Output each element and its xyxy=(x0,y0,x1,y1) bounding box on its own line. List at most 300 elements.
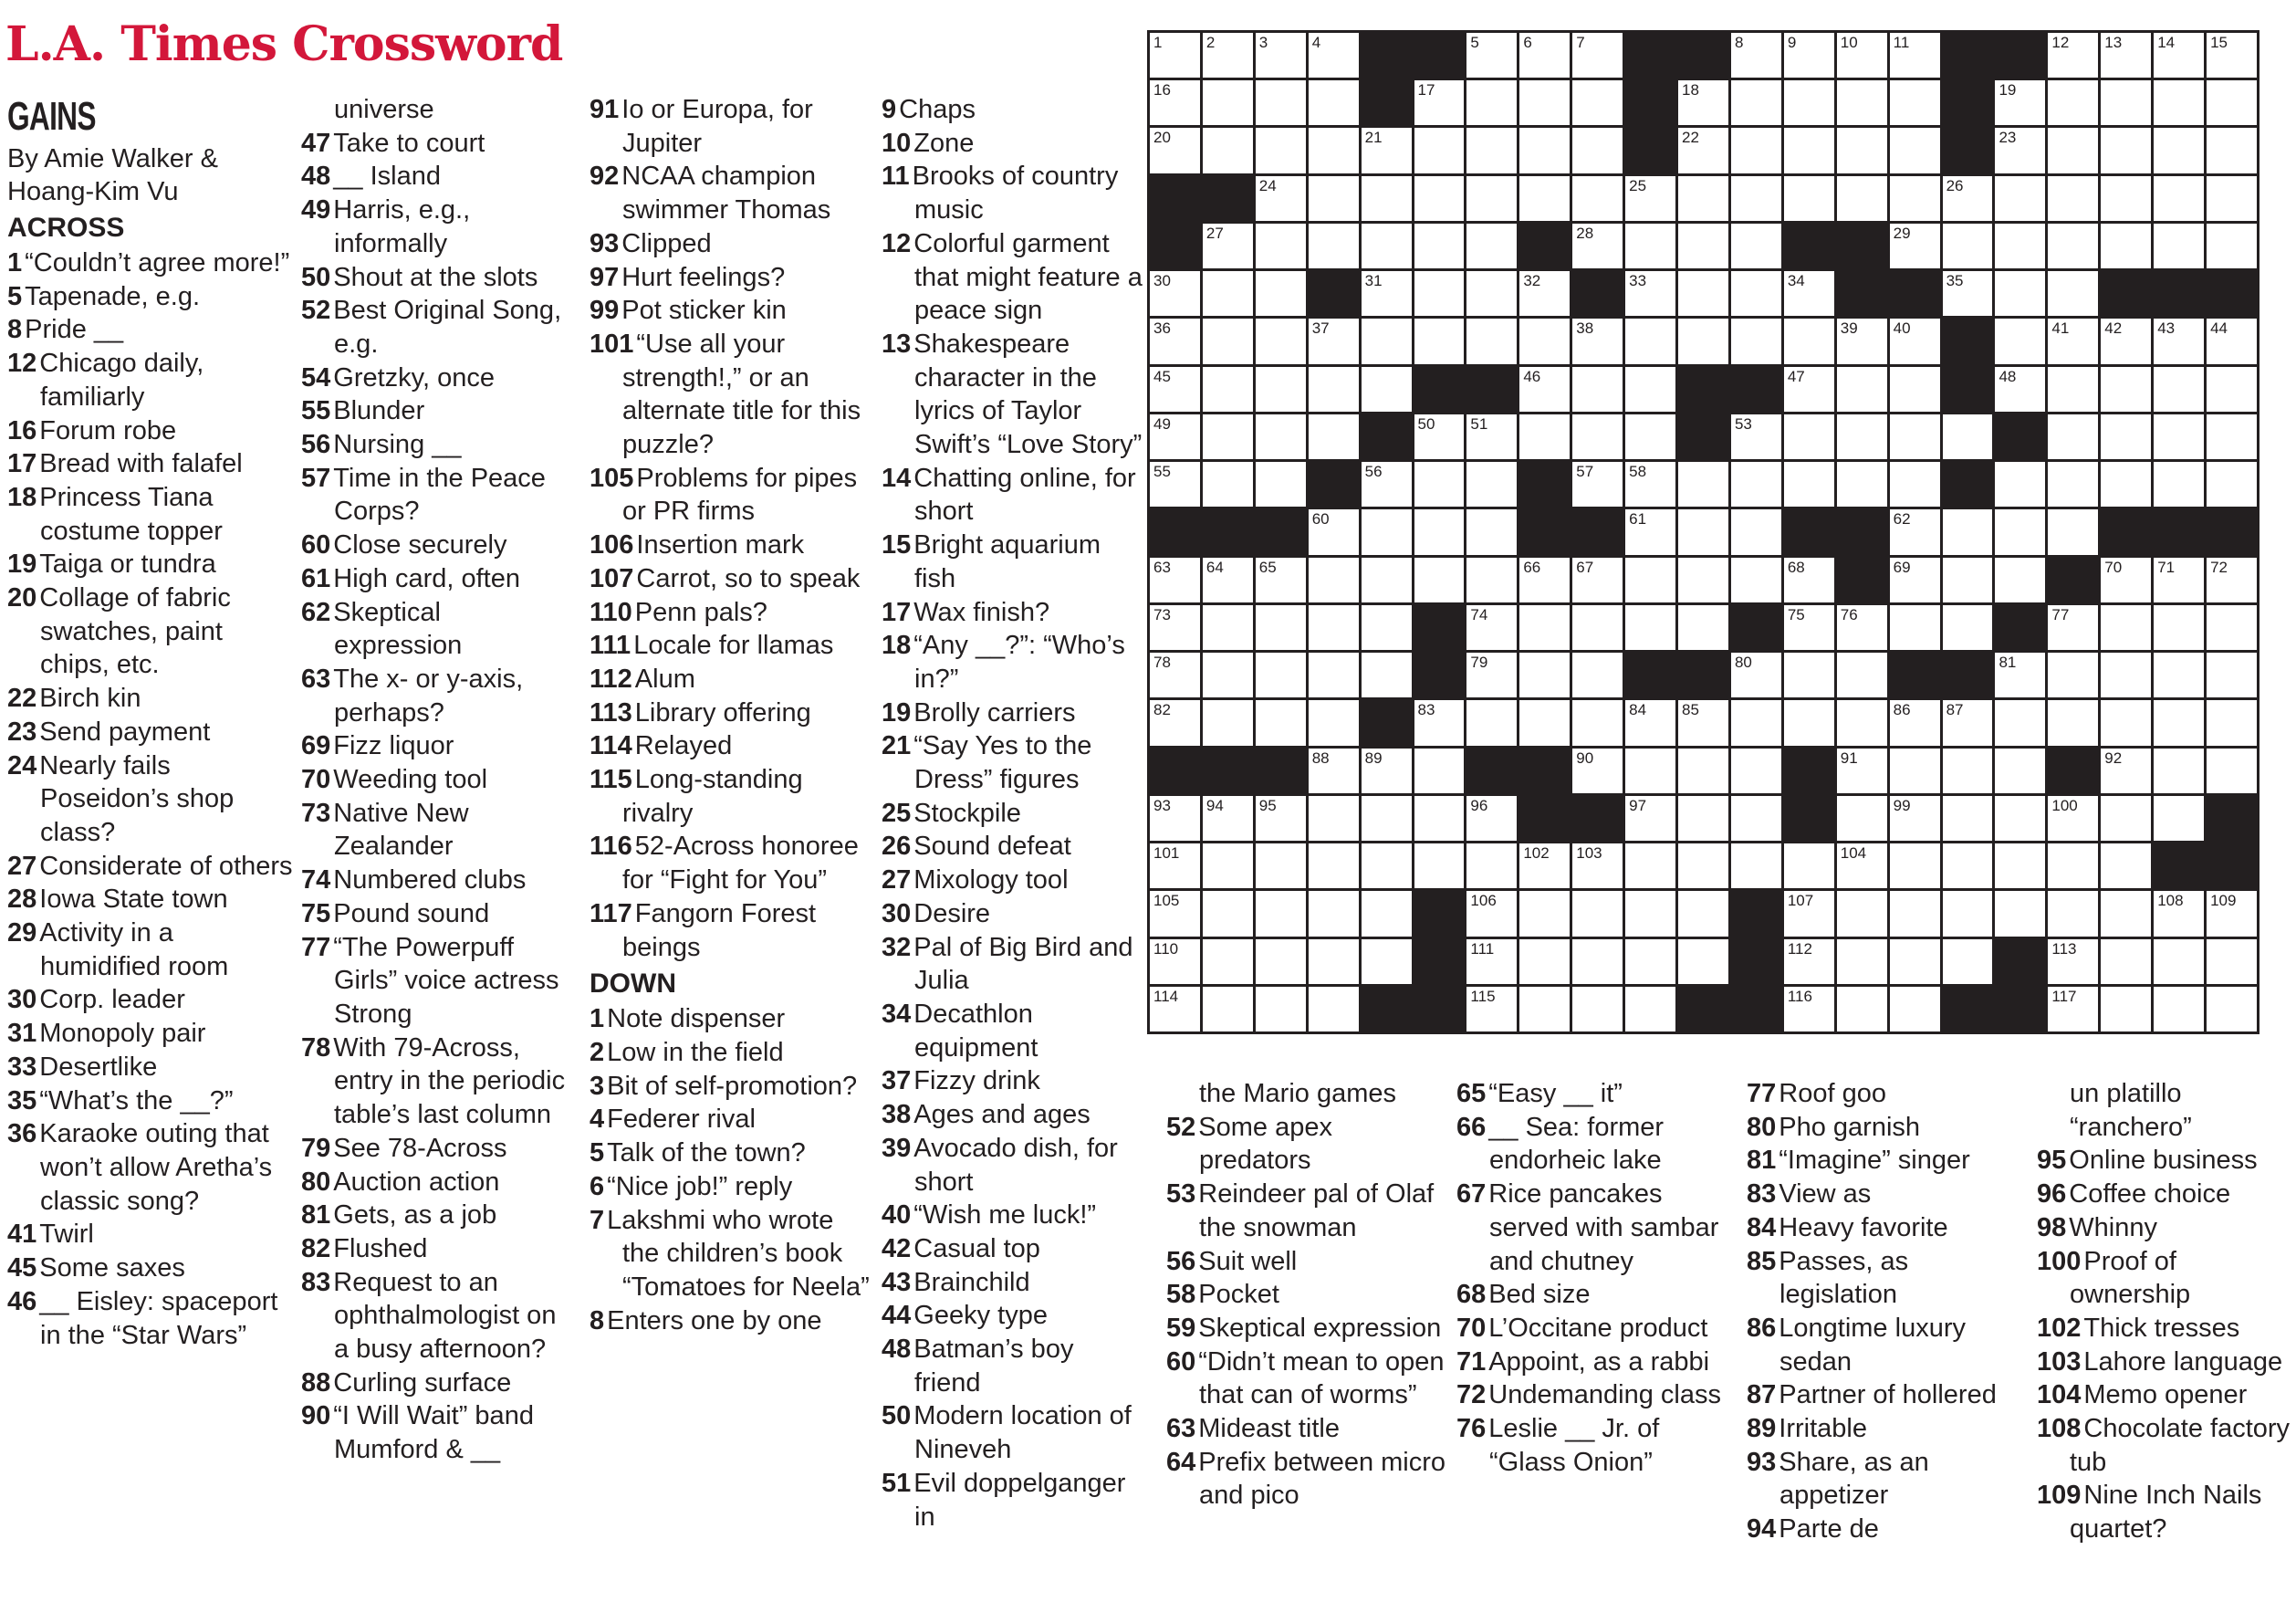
clue-item[interactable] xyxy=(7,548,296,581)
clue-item[interactable] xyxy=(1166,1178,1449,1244)
grid-cell[interactable] xyxy=(2154,605,2204,650)
grid-cell[interactable] xyxy=(2101,367,2151,412)
clue-item[interactable] xyxy=(1456,1077,1739,1111)
grid-cell[interactable] xyxy=(2101,414,2151,459)
clue-item[interactable] xyxy=(301,1199,575,1232)
clue-item[interactable] xyxy=(7,682,296,716)
grid-cell[interactable] xyxy=(1309,319,1359,363)
grid-cell[interactable] xyxy=(1572,891,1623,936)
grid-cell[interactable] xyxy=(1362,749,1412,793)
grid-cell[interactable] xyxy=(1784,414,1834,459)
grid-cell[interactable] xyxy=(1203,128,1253,173)
grid-cell[interactable] xyxy=(2048,128,2098,173)
grid-cell[interactable] xyxy=(2154,176,2204,221)
grid-cell[interactable] xyxy=(2154,33,2204,78)
grid-cell[interactable] xyxy=(1678,271,1728,316)
grid-cell[interactable] xyxy=(2207,176,2257,221)
grid-cell[interactable] xyxy=(1995,891,2045,936)
grid-cell[interactable] xyxy=(1943,700,1993,745)
grid-cell[interactable] xyxy=(1256,558,1306,602)
grid-cell[interactable] xyxy=(1572,414,1623,459)
grid-cell[interactable] xyxy=(2207,414,2257,459)
clue-item[interactable] xyxy=(590,1204,872,1304)
grid-cell[interactable] xyxy=(2207,224,2257,268)
grid-cell[interactable] xyxy=(1362,128,1412,173)
clue-item[interactable] xyxy=(1166,1111,1449,1178)
grid-cell[interactable] xyxy=(1784,605,1834,650)
grid-cell[interactable] xyxy=(1203,700,1253,745)
grid-cell[interactable] xyxy=(1150,653,1200,697)
grid-cell[interactable] xyxy=(1890,891,1940,936)
clue-item[interactable] xyxy=(590,1304,872,1338)
grid-cell[interactable] xyxy=(1784,462,1834,507)
grid-cell[interactable] xyxy=(1890,843,1940,888)
grid-cell[interactable] xyxy=(1943,558,1993,602)
grid-cell[interactable] xyxy=(2207,987,2257,1031)
clue-item[interactable] xyxy=(590,227,872,261)
clue-item[interactable] xyxy=(1747,1178,2030,1211)
grid-cell[interactable] xyxy=(1678,605,1728,650)
clue-item[interactable] xyxy=(882,127,1146,161)
clue-item[interactable] xyxy=(301,1166,575,1199)
grid-cell[interactable] xyxy=(1625,367,1675,412)
grid-cell[interactable] xyxy=(1837,128,1887,173)
grid-cell[interactable] xyxy=(1519,653,1570,697)
clue-item[interactable] xyxy=(882,897,1146,931)
grid-cell[interactable] xyxy=(1837,462,1887,507)
clue-item[interactable] xyxy=(1747,1144,2030,1178)
grid-cell[interactable] xyxy=(2207,891,2257,936)
grid-cell[interactable] xyxy=(1466,891,1517,936)
grid-cell[interactable] xyxy=(1414,319,1465,363)
grid-cell[interactable] xyxy=(1362,891,1412,936)
grid-cell[interactable] xyxy=(1731,271,1781,316)
clue-item[interactable] xyxy=(882,1333,1146,1399)
clue-item[interactable] xyxy=(301,361,575,395)
grid-cell[interactable] xyxy=(1519,558,1570,602)
grid-cell[interactable] xyxy=(1309,414,1359,459)
grid-cell[interactable] xyxy=(1466,33,1517,78)
clue-item[interactable] xyxy=(1456,1178,1739,1278)
grid-cell[interactable] xyxy=(2048,509,2098,554)
grid-cell[interactable] xyxy=(1625,700,1675,745)
clue-item[interactable] xyxy=(590,1170,872,1204)
grid-cell[interactable] xyxy=(1466,271,1517,316)
clue-item[interactable] xyxy=(590,462,872,529)
grid-cell[interactable] xyxy=(1150,33,1200,78)
grid-cell[interactable] xyxy=(1466,843,1517,888)
clue-item[interactable] xyxy=(301,562,575,596)
grid-cell[interactable] xyxy=(2048,176,2098,221)
clue-item[interactable] xyxy=(7,246,296,280)
clue-item[interactable] xyxy=(590,696,872,730)
clue-item[interactable] xyxy=(301,763,575,797)
clue-item[interactable] xyxy=(882,931,1146,998)
grid-cell[interactable] xyxy=(1995,80,2045,125)
grid-cell[interactable] xyxy=(2154,367,2204,412)
grid-cell[interactable] xyxy=(1256,414,1306,459)
clue-item[interactable] xyxy=(7,447,296,481)
grid-cell[interactable] xyxy=(1414,176,1465,221)
grid-cell[interactable] xyxy=(2154,939,2204,984)
grid-cell[interactable] xyxy=(1519,891,1570,936)
clue-item[interactable] xyxy=(301,1132,575,1166)
clue-item[interactable] xyxy=(590,93,872,160)
grid-cell[interactable] xyxy=(2207,462,2257,507)
grid-cell[interactable] xyxy=(1678,509,1728,554)
grid-cell[interactable] xyxy=(1362,462,1412,507)
grid-cell[interactable] xyxy=(1150,987,1200,1031)
grid-cell[interactable] xyxy=(1995,224,2045,268)
grid-cell[interactable] xyxy=(2207,319,2257,363)
clue-item[interactable] xyxy=(1166,1446,1449,1513)
grid-cell[interactable] xyxy=(1203,796,1253,841)
grid-cell[interactable] xyxy=(1466,224,1517,268)
grid-cell[interactable] xyxy=(1784,271,1834,316)
grid-cell[interactable] xyxy=(2154,128,2204,173)
grid-cell[interactable] xyxy=(2101,796,2151,841)
grid-cell[interactable] xyxy=(2207,700,2257,745)
clue-item[interactable] xyxy=(590,1136,872,1170)
grid-cell[interactable] xyxy=(2154,558,2204,602)
clue-item[interactable] xyxy=(882,1199,1146,1232)
grid-cell[interactable] xyxy=(1837,891,1887,936)
grid-cell[interactable] xyxy=(1837,700,1887,745)
grid-cell[interactable] xyxy=(2101,319,2151,363)
grid-cell[interactable] xyxy=(1625,176,1675,221)
grid-cell[interactable] xyxy=(1414,796,1465,841)
clue-item[interactable] xyxy=(882,797,1146,831)
clue-item[interactable] xyxy=(1747,1312,2030,1378)
grid-cell[interactable] xyxy=(1572,80,1623,125)
grid-cell[interactable] xyxy=(1943,271,1993,316)
grid-cell[interactable] xyxy=(1203,605,1253,650)
grid-cell[interactable] xyxy=(1256,462,1306,507)
grid-cell[interactable] xyxy=(1678,891,1728,936)
grid-cell[interactable] xyxy=(2048,796,2098,841)
grid-cell[interactable] xyxy=(1784,700,1834,745)
clue-item[interactable] xyxy=(301,194,575,260)
clue-item[interactable] xyxy=(301,529,575,562)
clue-item[interactable] xyxy=(7,716,296,749)
grid-cell[interactable] xyxy=(1625,558,1675,602)
clue-item[interactable] xyxy=(590,763,872,830)
grid-cell[interactable] xyxy=(1466,462,1517,507)
clue-item[interactable] xyxy=(301,663,575,729)
clue-item[interactable] xyxy=(2037,1211,2296,1245)
grid-cell[interactable] xyxy=(1572,558,1623,602)
grid-cell[interactable] xyxy=(1890,80,1940,125)
grid-cell[interactable] xyxy=(1731,749,1781,793)
grid-cell[interactable] xyxy=(1572,700,1623,745)
clue-item[interactable] xyxy=(301,261,575,295)
grid-cell[interactable] xyxy=(1625,509,1675,554)
grid-cell[interactable] xyxy=(1572,653,1623,697)
grid-cell[interactable] xyxy=(1890,749,1940,793)
grid-cell[interactable] xyxy=(1784,33,1834,78)
clue-item[interactable] xyxy=(1747,1211,2030,1245)
clue-item[interactable] xyxy=(301,897,575,931)
grid-cell[interactable] xyxy=(1943,224,1993,268)
grid-cell[interactable] xyxy=(1784,843,1834,888)
clue-item[interactable] xyxy=(2037,1178,2296,1211)
grid-cell[interactable] xyxy=(1309,509,1359,554)
grid-cell[interactable] xyxy=(1837,80,1887,125)
grid-cell[interactable] xyxy=(1890,176,1940,221)
clue-item[interactable] xyxy=(301,596,575,663)
grid-cell[interactable] xyxy=(2048,653,2098,697)
clue-item[interactable] xyxy=(590,328,872,462)
clue-item[interactable] xyxy=(590,897,872,964)
grid-cell[interactable] xyxy=(1466,176,1517,221)
grid-cell[interactable] xyxy=(1466,796,1517,841)
clue-item[interactable] xyxy=(590,294,872,328)
grid-cell[interactable] xyxy=(1890,558,1940,602)
grid-cell[interactable] xyxy=(1466,987,1517,1031)
clue-item[interactable] xyxy=(2037,1412,2296,1479)
clue-item[interactable] xyxy=(7,414,296,448)
grid-cell[interactable] xyxy=(1309,749,1359,793)
clue-item[interactable] xyxy=(882,596,1146,630)
grid-cell[interactable] xyxy=(1837,939,1887,984)
grid-cell[interactable] xyxy=(1995,367,2045,412)
grid-cell[interactable] xyxy=(2101,605,2151,650)
grid-cell[interactable] xyxy=(1572,367,1623,412)
clue-item[interactable] xyxy=(1166,1278,1449,1312)
clue-item[interactable] xyxy=(301,864,575,897)
grid-cell[interactable] xyxy=(1784,176,1834,221)
grid-cell[interactable] xyxy=(1731,414,1781,459)
grid-cell[interactable] xyxy=(1519,319,1570,363)
grid-cell[interactable] xyxy=(1519,843,1570,888)
clue-item[interactable] xyxy=(301,428,575,462)
grid-cell[interactable] xyxy=(1678,128,1728,173)
grid-cell[interactable] xyxy=(1362,367,1412,412)
grid-cell[interactable] xyxy=(1995,558,2045,602)
grid-cell[interactable] xyxy=(1150,891,1200,936)
grid-cell[interactable] xyxy=(1466,128,1517,173)
clue-item[interactable] xyxy=(1747,1378,2030,1412)
clue-item[interactable] xyxy=(1456,1278,1739,1312)
clue-item[interactable] xyxy=(882,1064,1146,1098)
clue-item[interactable] xyxy=(590,729,872,763)
grid-cell[interactable] xyxy=(1731,462,1781,507)
clue-item[interactable] xyxy=(590,562,872,596)
grid-cell[interactable] xyxy=(1890,33,1940,78)
grid-cell[interactable] xyxy=(1625,939,1675,984)
grid-cell[interactable] xyxy=(1309,843,1359,888)
grid-cell[interactable] xyxy=(2207,80,2257,125)
grid-cell[interactable] xyxy=(2101,80,2151,125)
grid-cell[interactable] xyxy=(1890,367,1940,412)
grid-cell[interactable] xyxy=(2154,224,2204,268)
clue-item[interactable] xyxy=(2037,1312,2296,1346)
clue-item[interactable] xyxy=(590,529,872,562)
grid-cell[interactable] xyxy=(2048,987,2098,1031)
grid-cell[interactable] xyxy=(2154,749,2204,793)
clue-item[interactable] xyxy=(1747,1513,2030,1546)
grid-cell[interactable] xyxy=(1256,939,1306,984)
grid-cell[interactable] xyxy=(1309,558,1359,602)
grid-cell[interactable] xyxy=(1995,700,2045,745)
grid-cell[interactable] xyxy=(1256,605,1306,650)
grid-cell[interactable] xyxy=(1837,796,1887,841)
grid-cell[interactable] xyxy=(1362,319,1412,363)
clue-item[interactable] xyxy=(882,729,1146,796)
clue-item[interactable] xyxy=(7,581,296,682)
grid-cell[interactable] xyxy=(1362,796,1412,841)
clue-item[interactable] xyxy=(301,1232,575,1266)
clue-item[interactable] xyxy=(301,1399,575,1466)
grid-cell[interactable] xyxy=(1784,653,1834,697)
grid-cell[interactable] xyxy=(1309,224,1359,268)
grid-cell[interactable] xyxy=(1572,939,1623,984)
grid-cell[interactable] xyxy=(1309,605,1359,650)
clue-item[interactable] xyxy=(1747,1412,2030,1446)
clue-item[interactable] xyxy=(590,1103,872,1136)
grid-cell[interactable] xyxy=(1203,271,1253,316)
grid-cell[interactable] xyxy=(1203,414,1253,459)
grid-cell[interactable] xyxy=(1625,605,1675,650)
grid-cell[interactable] xyxy=(1309,653,1359,697)
clue-item[interactable] xyxy=(7,347,296,414)
grid-cell[interactable] xyxy=(1150,558,1200,602)
grid-cell[interactable] xyxy=(1362,558,1412,602)
grid-cell[interactable] xyxy=(2101,749,2151,793)
grid-cell[interactable] xyxy=(1150,367,1200,412)
grid-cell[interactable] xyxy=(1466,509,1517,554)
grid-cell[interactable] xyxy=(1837,843,1887,888)
grid-cell[interactable] xyxy=(1678,80,1728,125)
grid-cell[interactable] xyxy=(1890,319,1940,363)
grid-cell[interactable] xyxy=(2154,80,2204,125)
clue-item[interactable] xyxy=(7,1017,296,1051)
clue-item[interactable] xyxy=(1747,1446,2030,1513)
grid-cell[interactable] xyxy=(1203,33,1253,78)
grid-cell[interactable] xyxy=(2154,891,2204,936)
grid-cell[interactable] xyxy=(1203,319,1253,363)
grid-cell[interactable] xyxy=(1519,271,1570,316)
clue-item[interactable] xyxy=(882,462,1146,529)
clue-item[interactable] xyxy=(301,127,575,161)
grid-cell[interactable] xyxy=(2048,319,2098,363)
grid-cell[interactable] xyxy=(1466,939,1517,984)
grid-cell[interactable] xyxy=(1150,605,1200,650)
grid-cell[interactable] xyxy=(1625,271,1675,316)
grid-cell[interactable] xyxy=(1572,224,1623,268)
grid-cell[interactable] xyxy=(1678,462,1728,507)
grid-cell[interactable] xyxy=(1362,653,1412,697)
crossword-grid[interactable] xyxy=(1147,30,2259,1034)
grid-cell[interactable] xyxy=(1995,462,2045,507)
grid-cell[interactable] xyxy=(2154,319,2204,363)
grid-cell[interactable] xyxy=(1678,224,1728,268)
clue-item[interactable] xyxy=(2037,1346,2296,1379)
grid-cell[interactable] xyxy=(1890,414,1940,459)
grid-cell[interactable] xyxy=(2101,939,2151,984)
grid-cell[interactable] xyxy=(1625,749,1675,793)
clue-item[interactable] xyxy=(7,749,296,850)
clue-item[interactable] xyxy=(1456,1412,1739,1479)
grid-cell[interactable] xyxy=(1837,605,1887,650)
grid-cell[interactable] xyxy=(1309,80,1359,125)
grid-cell[interactable] xyxy=(1256,224,1306,268)
grid-cell[interactable] xyxy=(1203,653,1253,697)
grid-cell[interactable] xyxy=(2154,653,2204,697)
clue-item[interactable] xyxy=(1166,1412,1449,1446)
grid-cell[interactable] xyxy=(2101,558,2151,602)
clue-item[interactable] xyxy=(882,864,1146,897)
grid-cell[interactable] xyxy=(1731,80,1781,125)
grid-cell[interactable] xyxy=(1309,987,1359,1031)
grid-cell[interactable] xyxy=(1837,749,1887,793)
grid-cell[interactable] xyxy=(1309,176,1359,221)
grid-cell[interactable] xyxy=(1414,558,1465,602)
grid-cell[interactable] xyxy=(1572,843,1623,888)
grid-cell[interactable] xyxy=(2207,939,2257,984)
grid-cell[interactable] xyxy=(1519,176,1570,221)
grid-cell[interactable] xyxy=(1731,128,1781,173)
grid-cell[interactable] xyxy=(1203,367,1253,412)
clue-item[interactable] xyxy=(882,998,1146,1064)
clue-item[interactable] xyxy=(1166,1245,1449,1279)
clue-item[interactable] xyxy=(301,797,575,864)
grid-cell[interactable] xyxy=(1256,653,1306,697)
grid-cell[interactable] xyxy=(2207,605,2257,650)
grid-cell[interactable] xyxy=(2048,224,2098,268)
grid-cell[interactable] xyxy=(1572,319,1623,363)
grid-cell[interactable] xyxy=(1150,939,1200,984)
grid-cell[interactable] xyxy=(1256,700,1306,745)
grid-cell[interactable] xyxy=(1784,558,1834,602)
grid-cell[interactable] xyxy=(1309,700,1359,745)
grid-cell[interactable] xyxy=(1943,605,1993,650)
grid-cell[interactable] xyxy=(1256,33,1306,78)
clue-item[interactable] xyxy=(882,1467,1146,1534)
grid-cell[interactable] xyxy=(1414,462,1465,507)
grid-cell[interactable] xyxy=(2101,128,2151,173)
grid-cell[interactable] xyxy=(1731,796,1781,841)
grid-cell[interactable] xyxy=(1309,796,1359,841)
clue-item[interactable] xyxy=(1747,1245,2030,1312)
clue-item[interactable] xyxy=(590,261,872,295)
grid-cell[interactable] xyxy=(1150,128,1200,173)
grid-cell[interactable] xyxy=(1309,891,1359,936)
grid-cell[interactable] xyxy=(1837,319,1887,363)
grid-cell[interactable] xyxy=(1943,749,1993,793)
grid-cell[interactable] xyxy=(2101,891,2151,936)
grid-cell[interactable] xyxy=(1784,987,1834,1031)
grid-cell[interactable] xyxy=(1731,224,1781,268)
grid-cell[interactable] xyxy=(2048,80,2098,125)
clue-item[interactable] xyxy=(301,931,575,1031)
grid-cell[interactable] xyxy=(1150,843,1200,888)
clue-item[interactable] xyxy=(301,1266,575,1366)
grid-cell[interactable] xyxy=(1256,271,1306,316)
clue-item[interactable] xyxy=(7,1117,296,1218)
grid-cell[interactable] xyxy=(2048,605,2098,650)
clue-item[interactable] xyxy=(1456,1378,1739,1412)
clue-item[interactable] xyxy=(590,1002,872,1036)
grid-cell[interactable] xyxy=(1466,558,1517,602)
grid-cell[interactable] xyxy=(1995,843,2045,888)
grid-cell[interactable] xyxy=(1256,367,1306,412)
grid-cell[interactable] xyxy=(2048,462,2098,507)
grid-cell[interactable] xyxy=(2048,939,2098,984)
grid-cell[interactable] xyxy=(1256,987,1306,1031)
clue-item[interactable] xyxy=(1456,1111,1739,1178)
grid-cell[interactable] xyxy=(1309,128,1359,173)
